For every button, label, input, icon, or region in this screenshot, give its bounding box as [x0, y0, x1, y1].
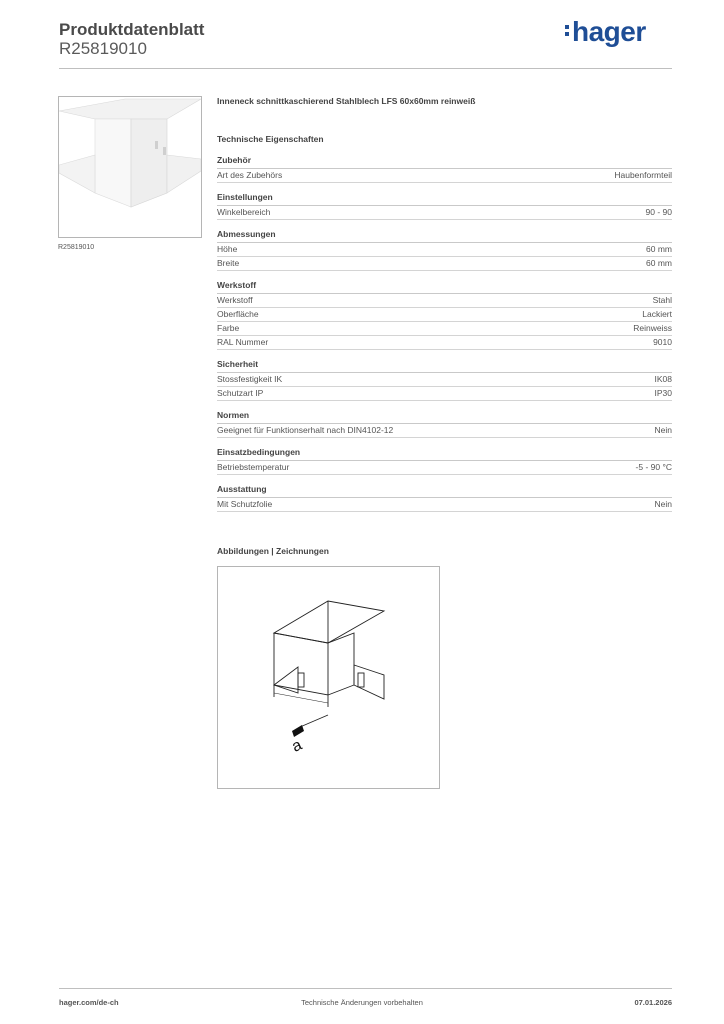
section-title: Zubehör [217, 155, 672, 169]
logo-dots-icon [565, 22, 570, 39]
spec-label: Oberfläche [217, 309, 259, 319]
spec-label: Geeignet für Funktionserhalt nach DIN4102-12 [217, 425, 394, 435]
spec-row [217, 322, 672, 336]
spec-row [217, 206, 672, 220]
page-title: Produktdatenblatt [59, 20, 205, 39]
spec-value: 60 mm [646, 258, 672, 268]
product-photo-icon [59, 97, 201, 237]
spec-label: Winkelbereich [217, 207, 271, 217]
hager-logo [565, 16, 646, 48]
product-name: Inneneck schnittkaschierend Stahlblech LFS 60x60mm reinweiß [217, 96, 476, 106]
thumbnail-caption: R25819010 [58, 244, 95, 251]
spec-value: 9010 [653, 337, 672, 347]
spec-row [217, 257, 672, 271]
spec-value: 90 - 90 [645, 207, 672, 217]
footer-website[interactable]: hager.com/de-ch [59, 998, 119, 1007]
spec-row [217, 387, 672, 401]
spec-section [217, 280, 672, 350]
spec-row [217, 461, 672, 475]
spec-value: Nein [654, 499, 672, 509]
logo-text: hager [572, 16, 646, 47]
spec-value: 60 mm [646, 244, 672, 254]
spec-row [217, 243, 672, 257]
spec-sections [217, 155, 672, 512]
spec-label: Stossfestigkeit IK [217, 374, 283, 384]
section-title: Normen [217, 410, 672, 424]
spec-row [217, 308, 672, 322]
spec-section [217, 155, 672, 183]
header-divider [59, 68, 672, 69]
product-code: R25819010 [59, 39, 147, 58]
spec-section [217, 410, 672, 438]
footer-note: Technische Änderungen vorbehalten [301, 998, 423, 1007]
dimension-label: a [289, 736, 305, 756]
section-title: Abmessungen [217, 229, 672, 243]
spec-label: Mit Schutzfolie [217, 499, 273, 509]
spec-section [217, 359, 672, 401]
spec-section [217, 229, 672, 271]
technical-drawing [217, 566, 440, 789]
spec-section [217, 447, 672, 475]
product-thumbnail [58, 96, 202, 238]
spec-label: RAL Nummer [217, 337, 269, 347]
spec-label: Farbe [217, 323, 240, 333]
spec-value: IK08 [654, 374, 672, 384]
spec-value: Lackiert [642, 309, 672, 319]
spec-label: Breite [217, 258, 240, 268]
spec-section [217, 192, 672, 220]
spec-label: Betriebstemperatur [217, 462, 290, 472]
spec-row [217, 336, 672, 350]
footer-divider [59, 988, 672, 989]
spec-row [217, 294, 672, 308]
spec-value: Stahl [652, 295, 672, 305]
drawings-heading: Abbildungen | Zeichnungen [217, 546, 329, 556]
section-title: Werkstoff [217, 280, 672, 294]
footer-date: 07.01.2026 [634, 998, 672, 1007]
tech-heading: Technische Eigenschaften [217, 134, 324, 144]
spec-label: Werkstoff [217, 295, 253, 305]
spec-row [217, 373, 672, 387]
spec-value: IP30 [654, 388, 672, 398]
spec-row [217, 424, 672, 438]
section-title: Sicherheit [217, 359, 672, 373]
spec-label: Schutzart IP [217, 388, 264, 398]
section-title: Einstellungen [217, 192, 672, 206]
spec-value: Haubenformteil [614, 170, 672, 180]
spec-row [217, 169, 672, 183]
spec-label: Höhe [217, 244, 238, 254]
section-title: Ausstattung [217, 484, 672, 498]
corner-drawing-icon [218, 567, 439, 788]
spec-content [217, 96, 672, 512]
spec-value: -5 - 90 °C [635, 462, 672, 472]
spec-label: Art des Zubehörs [217, 170, 283, 180]
spec-value: Nein [654, 425, 672, 435]
spec-row [217, 498, 672, 512]
spec-value: Reinweiss [633, 323, 672, 333]
spec-section [217, 484, 672, 512]
section-title: Einsatzbedingungen [217, 447, 672, 461]
